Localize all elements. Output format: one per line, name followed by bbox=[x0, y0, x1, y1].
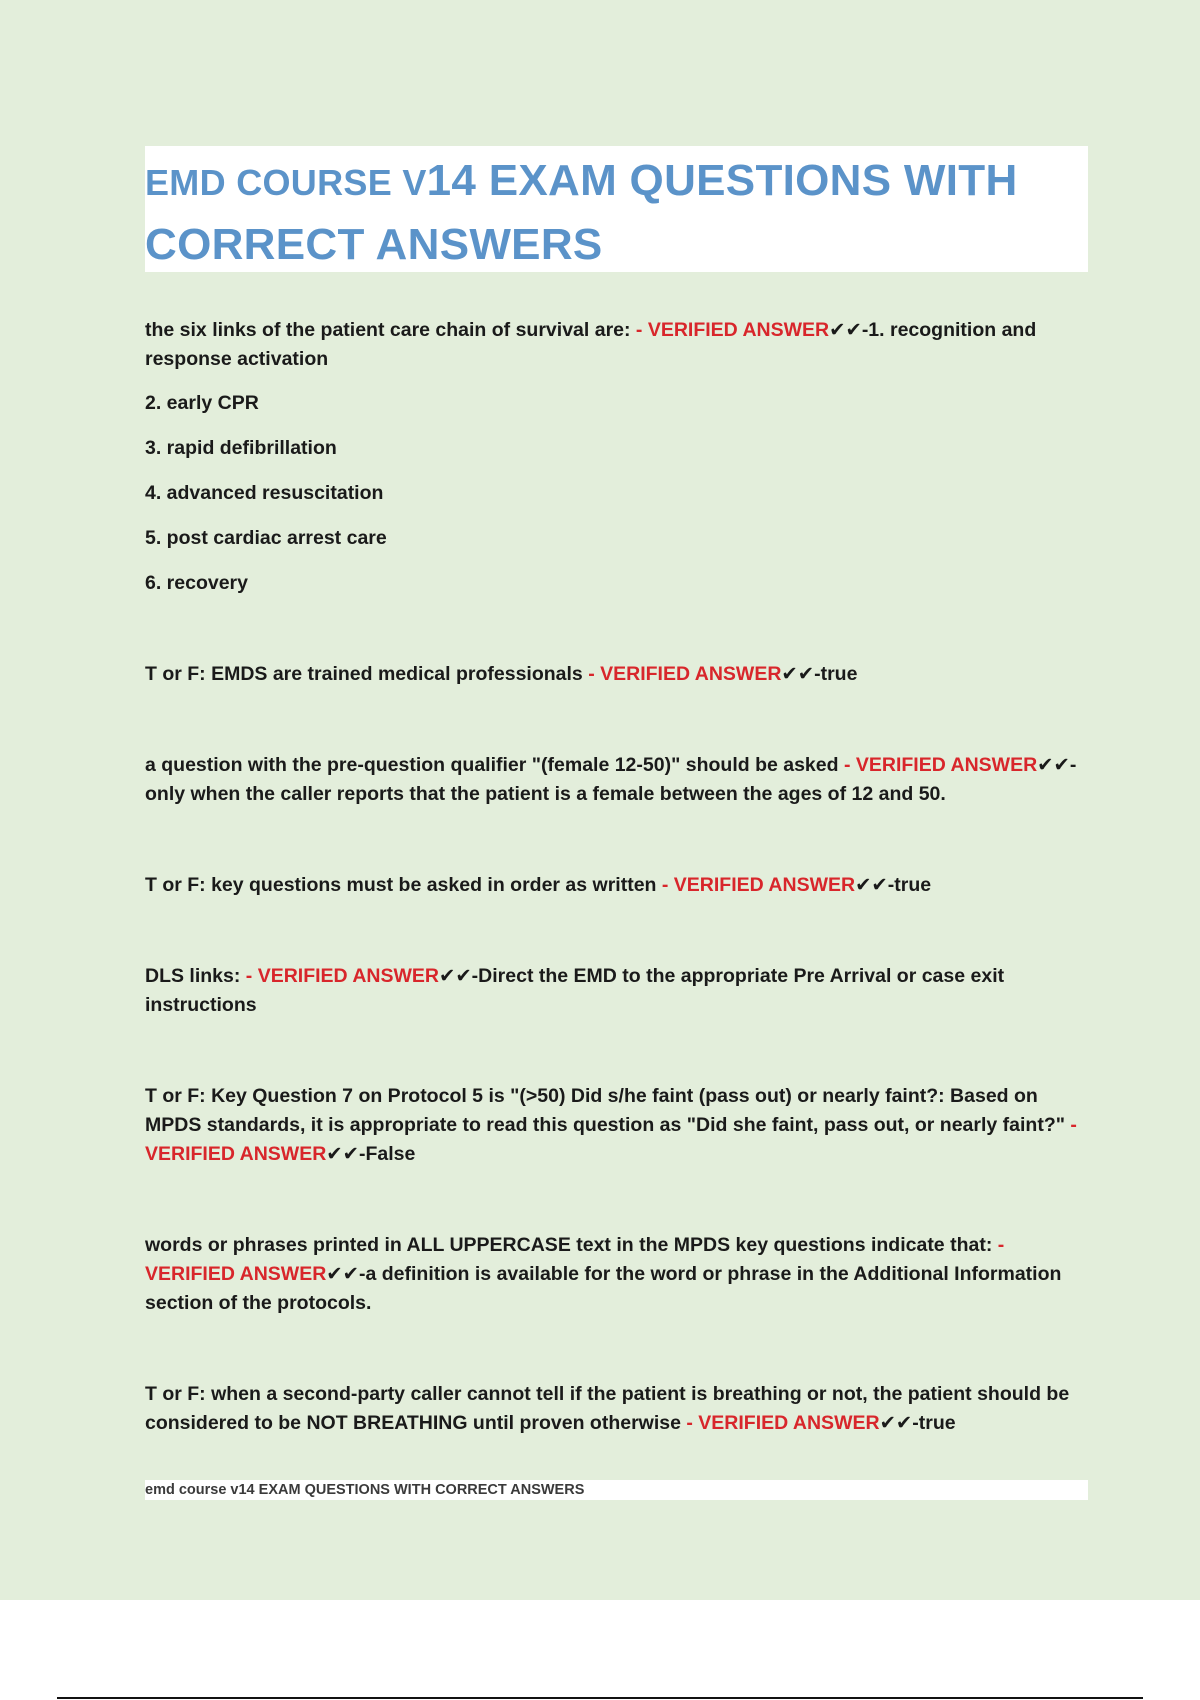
qa-item-2 bbox=[145, 660, 1090, 689]
question-text: T or F: when a second-party caller cannot tell if the patient is breathing or not, the patient should be considered to be NOT BREATHING until proven otherwise bbox=[145, 1383, 1070, 1434]
verified-label: - VERIFIED ANSWER bbox=[588, 663, 782, 685]
answer-text: -False bbox=[358, 1143, 416, 1165]
verified-label: - VERIFIED ANSWER bbox=[661, 874, 856, 896]
question-text: T or F: key questions must be asked in order as written bbox=[145, 874, 662, 896]
question-text: T or F: Key Question 7 on Protocol 5 is "(>50) Did s/he faint (pass out) or nearly faint?: Based on MPDS standards, it is appropriate to read this question as "Did she faint, pass out, or nearly faint?" bbox=[145, 1085, 1071, 1136]
check-marks: ✔✔ bbox=[879, 1412, 913, 1434]
answer-text: -true bbox=[814, 663, 858, 685]
page-footer: emd course v14 EXAM QUESTIONS WITH CORRECT ANSWERS bbox=[145, 1480, 1088, 1500]
question-text: words or phrases printed in ALL UPPERCASE text in the MPDS key questions indicate that: bbox=[145, 1234, 998, 1256]
qa-item-8 bbox=[145, 1380, 1090, 1438]
check-marks: ✔✔ bbox=[326, 1143, 359, 1165]
list-item: 3. rapid defibrillation bbox=[145, 437, 337, 459]
title-part1: EMD COURSE V bbox=[145, 162, 427, 203]
answer-text: -true bbox=[887, 874, 932, 896]
qa-item-6 bbox=[145, 1082, 1090, 1169]
qa-item-7 bbox=[145, 1231, 1090, 1318]
title-box bbox=[145, 146, 1088, 272]
answer-text: -Direct the EMD to the appropriate Pre Arrival or case exit instructions bbox=[145, 965, 1005, 1016]
list-item: 5. post cardiac arrest care bbox=[145, 527, 387, 549]
check-marks: ✔✔ bbox=[781, 663, 815, 685]
title-part2: 14 EXAM QUESTIONS WITH CORRECT ANSWERS bbox=[145, 156, 1018, 269]
question-text: T or F: EMDS are trained medical professionals bbox=[145, 663, 589, 685]
check-marks: ✔✔ bbox=[829, 319, 862, 341]
list-item: 2. early CPR bbox=[145, 392, 259, 414]
list-item: 6. recovery bbox=[145, 572, 248, 594]
check-marks: ✔✔ bbox=[855, 874, 888, 896]
check-marks: ✔✔ bbox=[438, 965, 472, 987]
question-text: a question with the pre-question qualifier "(female 12-50)" should be asked bbox=[145, 754, 844, 776]
check-marks: ✔✔ bbox=[1037, 754, 1070, 776]
answer-text: -true bbox=[912, 1412, 956, 1434]
qa-item-1 bbox=[145, 316, 1090, 374]
answer-text: -1. recognition and response activation bbox=[145, 319, 1037, 370]
verified-label: - VERIFIED ANSWER bbox=[686, 1412, 880, 1434]
qa-item-5 bbox=[145, 962, 1090, 1020]
answer-text: -only when the caller reports that the patient is a female between the ages of 12 and 50. bbox=[145, 754, 1077, 805]
check-marks: ✔✔ bbox=[326, 1263, 359, 1285]
verified-label: - VERIFIED ANSWER bbox=[145, 1234, 1005, 1285]
question-text: DLS links: bbox=[145, 965, 246, 987]
verified-label: - VERIFIED ANSWER bbox=[635, 319, 830, 341]
qa-content bbox=[145, 316, 1090, 1438]
qa-item-4 bbox=[145, 871, 1090, 900]
list-item: 4. advanced resuscitation bbox=[145, 482, 384, 504]
qa-item-3 bbox=[145, 751, 1090, 809]
answer-text: -a definition is available for the word or phrase in the Additional Information section of the protocols. bbox=[145, 1263, 1062, 1314]
page-title bbox=[145, 150, 1088, 276]
verified-label: - VERIFIED ANSWER bbox=[145, 1114, 1077, 1165]
verified-label: - VERIFIED ANSWER bbox=[843, 754, 1038, 776]
bottom-divider bbox=[57, 1697, 1143, 1699]
question-text: the six links of the patient care chain of survival are: bbox=[145, 319, 636, 341]
verified-label: - VERIFIED ANSWER bbox=[245, 965, 439, 987]
